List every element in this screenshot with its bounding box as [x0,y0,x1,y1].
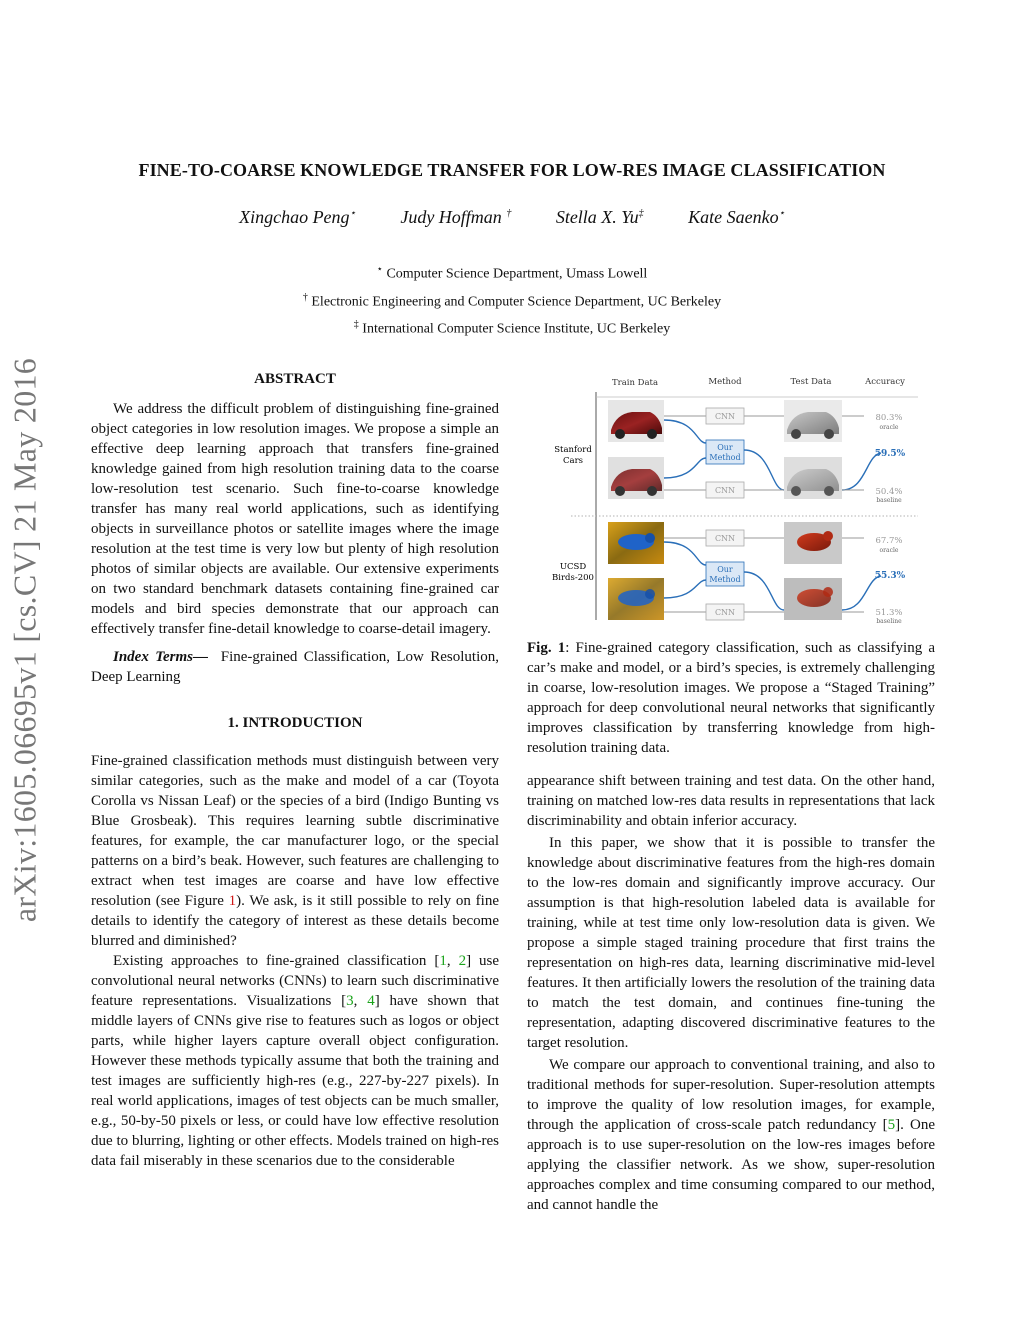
bird-baseline-accuracy: 51.3% [875,608,903,618]
citation-link[interactable]: 5 [887,1117,896,1133]
car-our-method-box [706,440,744,464]
author-list [0,207,1024,228]
abstract-text: We address the difficult problem of distinguishing fine-grained object categories in low resolution images. We propose a simple an effective deep learning approach that transfers fine-grained knowledge gained from high resolution training data to the coarse low-resolution test scenario. Such fine-to-coarse knowledge transfer has many real world applications, such as identifying objects in surveillance photos or satellite images where the image resolution at the test time is very low but plenty of high resolution photos of similar objects are available. Our extensive experiments on two standard benchmark datasets containing fine-grained car models and bird species demonstrate that our approach can effectively transfer fine-detail knowledge to coarse-detail imagery. [91,401,499,637]
figure-1 [546,370,918,630]
citation-link[interactable]: 1 [439,953,447,969]
bird-ours-accuracy: 55.3% [874,571,906,581]
svg-text:CNN: CNN [714,486,736,495]
header-test-data: Test Data [790,377,832,387]
intro-paragraph: Fine-grained classification methods must distinguish between very similar categories, such as the make and model of a car (Toyota Corolla vs Nissan Leaf) or the species of a bird (Indigo Bunting vs Blue Grosbeak). This requires learning subtle discriminative features, for example, the car manufacturer logo, or the special patterns on a bird’s beak. However, such features are challenging to extract when test images are coarse and have low effective resolution (see Figure 1). We ask, is it still possible to rely on fine details to identify the category of interest as these details become blurred and diminished? [91,753,499,949]
right-column [527,771,935,1215]
author: Kate Saenko⋆ [688,207,785,227]
body-paragraph: We compare our approach to conventional training, and also to traditional methods for super-resolution. Super-resolution attempts to improve the quality of low resolution images, for example, through the application of cross-scale patch redundancy [5]. One approach is to use super-resolution on the low-res images before applying the classifier network. As we show, super-resolution approaches complex and time consuming compared to our method, and cannot handle the [527,1057,935,1213]
bird-test-image-bottom [784,578,842,620]
bird-baseline-label: baseline [876,618,902,625]
index-terms: Index Terms— Fine-grained Classification, Low Resolution, Deep Learning [91,649,499,685]
body-paragraph: In this paper, we show that it is possible to transfer the knowledge about discriminative features from the high-res domain to the low-res domain and significantly improve accuracy. Our assumption is that high-resolution labeled data is available for training, while at test time only low-resolution data is given. We propose a simple staged training procedure that first trains the representation on high-res data, learning discriminative mid-level features. It then artificially lowers the resolution of the training data to match the test domain, and continues fine-tuning the representation, adapting discovered discriminative features to the target resolution. [527,835,935,1051]
paper-title: FINE-TO-COARSE KNOWLEDGE TRANSFER FOR LOW-RES IMAGE CLASSIFICATION [138,160,886,180]
left-column [91,369,499,1171]
car-cnn-box-bottom [706,482,744,498]
citation-link[interactable]: 3 [346,993,354,1009]
car-oracle-label: oracle [879,424,899,431]
bird-train-image-top [608,522,664,564]
svg-text:CNN: CNN [714,608,736,617]
car-train-image-bottom [608,457,664,499]
row-label-cars: Cars [563,456,583,466]
affiliation: ⋆ Computer Science Department, Umass Lowell [376,264,648,282]
author: Judy Hoffman † [400,207,512,227]
figure-headers [612,377,905,388]
car-oracle-accuracy: 80.3% [875,413,903,423]
car-baseline-accuracy: 50.4% [875,487,903,497]
header-train-data: Train Data [611,378,659,388]
row-label-cars: Stanford [554,445,592,455]
car-cnn-box-top [706,408,744,424]
author: Xingchao Peng⋆ [239,207,356,227]
bird-train-image-bottom [608,578,664,620]
car-baseline-label: baseline [876,497,902,504]
svg-text:CNN: CNN [714,412,736,421]
bird-test-image-top [784,522,842,564]
bird-cnn-box-bottom [706,604,744,620]
svg-text:Method: Method [709,575,741,584]
svg-text:Method: Method [709,453,741,462]
abstract-heading: ABSTRACT [254,371,336,387]
row-label-birds: Birds-200 [552,573,594,583]
body-paragraph: appearance shift between training and test data. On the other hand, training on matched low-res data results in representations that lack discriminability and obtain inferior accuracy. [527,773,935,829]
car-test-image-bottom [784,457,842,499]
citation-link[interactable]: 2 [458,953,467,969]
author: Stella X. Yu‡ [555,207,644,227]
header-accuracy: Accuracy [865,377,905,387]
row-label-birds: UCSD [559,562,587,572]
intro-heading: 1. INTRODUCTION [227,715,363,731]
svg-text:Our: Our [717,443,733,452]
bird-oracle-label: oracle [879,547,899,554]
affiliation: ‡ International Computer Science Institute, UC Berkeley [353,319,671,337]
car-train-image-top [608,400,664,442]
affiliation: † Electronic Engineering and Computer Science Department, UC Berkeley [302,291,722,310]
bird-method-arrows [664,542,881,610]
citation-link[interactable]: 4 [367,993,375,1009]
intro-paragraph: Existing approaches to fine-grained classification [1, 2] use convolutional neural networks (CNNs) to learn such discriminative feature representations. Visualizations [3, 4] have shown that middle layers of CNNs give rise to features such as logos or object parts, while higher layers capture overall object configuration. However these methods typically assume that both the training and test images are sufficiently high-res (e.g., 227-by-227 pixels). In real world applications, images of test objects can be much smaller, e.g., 50-by-50 pixels or less, or could have low effective resolution due to blurring, lighting or other effects. Models trained on high-res data fail miserably in these scenarios due to the considerable [91,953,500,1169]
bird-our-method-box [706,562,744,586]
bird-oracle-accuracy: 67.7% [875,536,903,546]
figure-ref-link[interactable]: 1 [228,893,237,909]
affiliations [0,258,1024,341]
svg-text:CNN: CNN [714,534,736,543]
header-method: Method [708,377,742,387]
car-ours-accuracy: 59.5% [874,449,906,459]
bird-cnn-box-top [706,530,744,546]
car-method-arrows [664,420,881,490]
car-test-image-top [784,400,842,442]
figure-caption: Fig. 1: Fine-grained category classification, such as classifying a car’s make and model, or a bird’s species, is extremely challenging in coarse, low-resolution images. We propose a “Staged Training” approach for deep convolutional neural networks that significantly improves classification by transferring knowledge from high-resolution training data. [527,640,935,756]
svg-text:Our: Our [717,565,733,574]
